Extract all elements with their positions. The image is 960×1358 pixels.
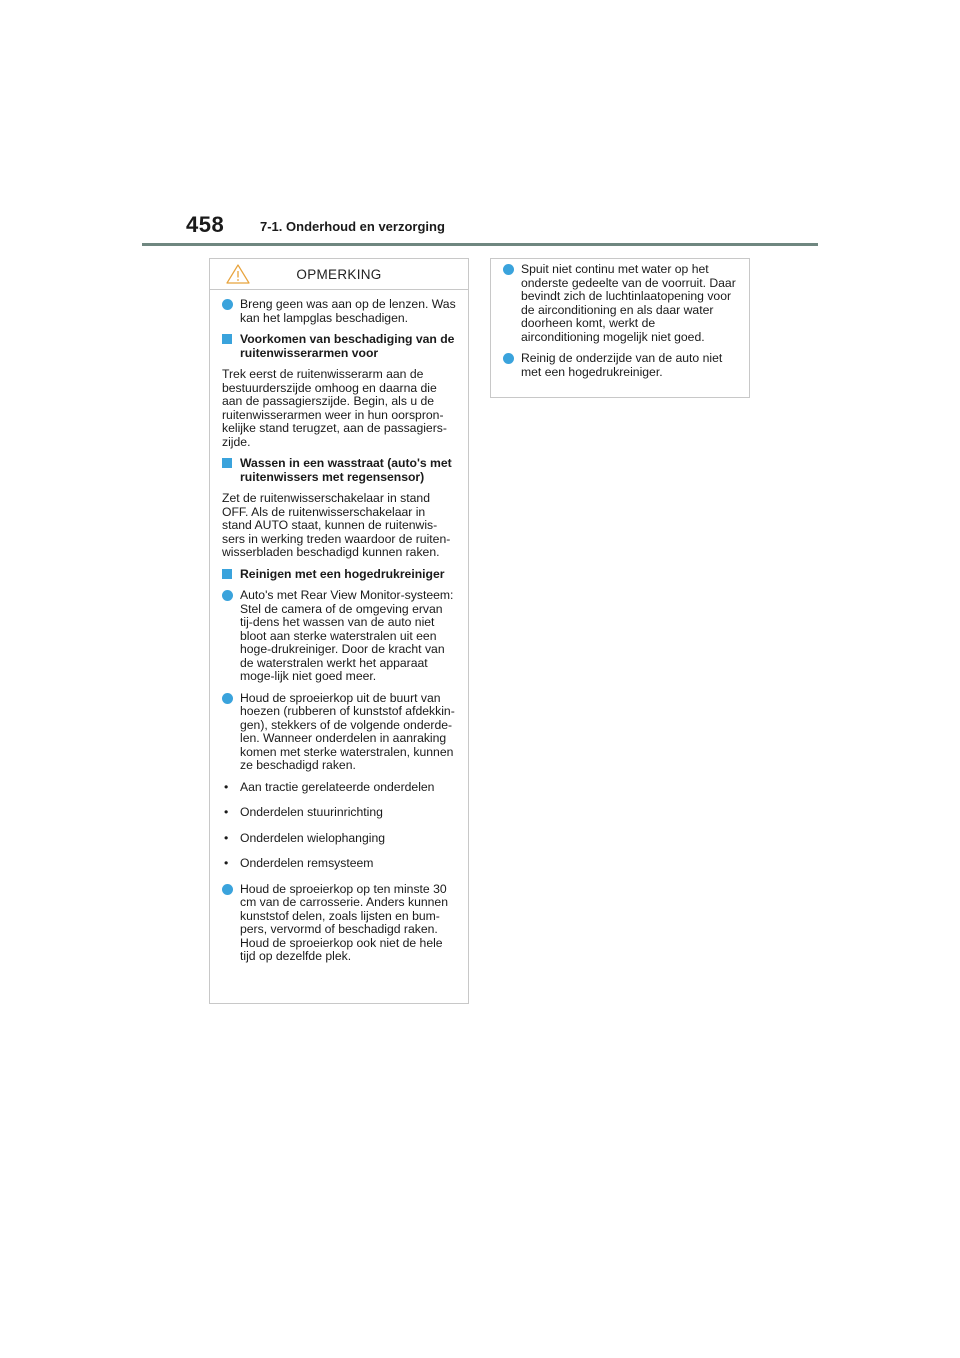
list-item: [222, 883, 456, 964]
heading-text: Wassen in een wasstraat (auto's met ruitenwissers met regensensor): [240, 456, 452, 484]
notice-header: [210, 259, 468, 290]
sub-bullet: [222, 806, 456, 820]
bullet-dot-icon: [222, 693, 233, 704]
bullet-text: Onderdelen stuurinrichting: [240, 805, 383, 819]
notice-box-left: [209, 258, 469, 1004]
heading-text: Reinigen met een hogedrukreiniger: [240, 566, 445, 581]
bullet-point-icon: •: [224, 830, 229, 845]
square-bullet-icon: [222, 334, 232, 344]
item-text: Auto's met Rear View Monitor-systeem: Stel de camera of de omgeving ervan tij-dens het wassen van de auto niet bloot aan sterke waterstralen uit een hoge-drukreiniger. Door de kracht van de waterstralen werkt het apparaat moge-lijk niet goed meer.: [240, 588, 454, 683]
bullet-dot-icon: [503, 353, 514, 364]
item-text: Reinig de onderzijde van de auto niet met een hogedrukreiniger.: [521, 351, 723, 379]
item-text: Houd de sproeierkop op ten minste 30 cm van de carrosserie. Anders kunnen kunststof delen, zoals lijsten en bum-pers, vervormd of beschadigd raken. Houd de sproeierkop ook niet de hele tijd op dezelfde plek.: [240, 881, 448, 963]
notice-title: OPMERKING: [296, 266, 382, 282]
section-title: 7-1. Onderhoud en verzorging: [260, 219, 445, 234]
list-item: [222, 692, 456, 773]
bullet-point-icon: •: [224, 779, 229, 794]
bullet-dot-icon: [222, 299, 233, 310]
square-bullet-icon: [222, 458, 232, 468]
sub-bullet: [222, 832, 456, 846]
bullet-text: Onderdelen wielophanging: [240, 830, 386, 845]
list-item: [503, 263, 737, 344]
subheading: [222, 568, 456, 582]
item-text: Spuit niet continu met water op het onderste gedeelte van de voorruit. Daar bevindt zich de luchtinlaatopening voor de airconditioning en als daar water doorheen komt, werkt de airconditioning mogelijk niet goed.: [521, 262, 736, 344]
list-item: [222, 589, 456, 684]
item-text: Breng geen was aan op de lenzen. Was kan het lampglas beschadigen.: [240, 297, 456, 325]
bullet-point-icon: •: [224, 856, 229, 870]
bullet-dot-icon: [222, 884, 233, 895]
list-item: [222, 298, 456, 325]
item-text: Houd de sproeierkop uit de buurt van hoezen (rubberen of kunststof afdekkin-gen), stekkers of de volgende onderde-len. Wanneer onderdelen in aanraking komen met sterke waterstralen, kunnen ze beschadigd raken.: [240, 690, 455, 772]
paragraph: Zet de ruitenwisserschakelaar in stand OFF. Als de ruitenwisserschakelaar in stand AUTO staat, kunnen de ruitenwis-sers in werking treden waardoor de ruiten-wisserbladen beschadigd kunnen raken.: [222, 491, 451, 559]
square-bullet-icon: [222, 569, 232, 579]
notice-box-right: [490, 258, 750, 398]
bullet-dot-icon: [222, 590, 233, 601]
warning-triangle-icon: [225, 263, 251, 285]
page-number: 458: [186, 212, 225, 237]
bullet-text: Onderdelen remsysteem: [240, 856, 374, 870]
bullet-text: Aan tractie gerelateerde onderdelen: [240, 779, 435, 794]
subheading: [222, 457, 456, 484]
paragraph: Trek eerst de ruitenwisserarm aan de bestuurderszijde omhoog en daarna die aan de passagierszijde. Begin, als u de ruitenwisserarmen weer in hun oorspron-kelijke stand terugzet, aan de passagiers-zijde.: [222, 367, 447, 449]
bullet-point-icon: •: [224, 805, 229, 819]
subheading: [222, 333, 456, 360]
list-item: [503, 352, 737, 379]
bullet-dot-icon: [503, 264, 514, 275]
sub-bullet: [222, 857, 456, 871]
header-rule: [142, 243, 818, 246]
sub-bullet: [222, 781, 456, 795]
heading-text: Voorkomen van beschadiging van de ruitenwisserarmen voor: [240, 332, 455, 360]
